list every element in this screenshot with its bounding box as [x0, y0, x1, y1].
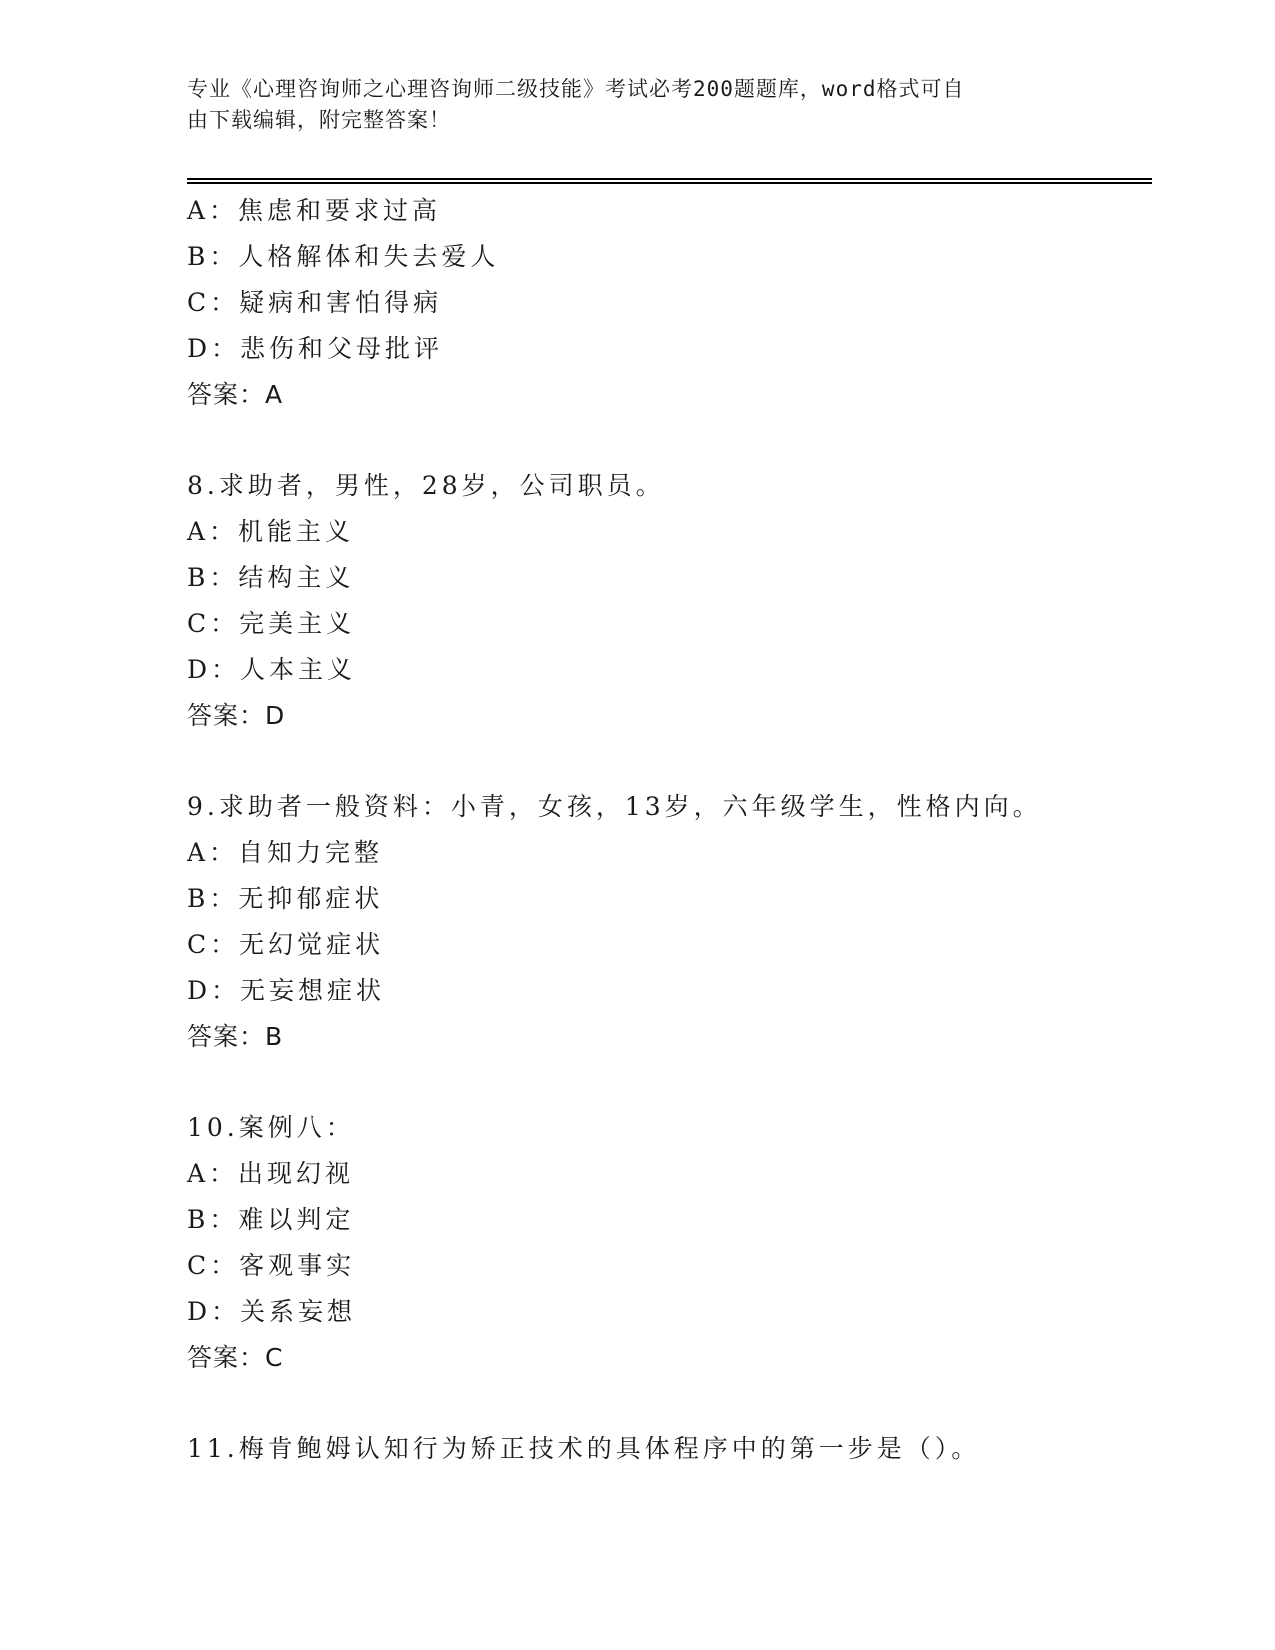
document-header: [187, 74, 1067, 136]
question-text: 8.求助者，男性，28岁，公司职员。: [187, 471, 665, 500]
answer-line: 答案：D: [187, 701, 286, 730]
option-d: D：悲伤和父母批评: [187, 334, 444, 363]
question-text: 10.案例八：: [187, 1113, 355, 1142]
header-line-2: 由下载编辑，附完整答案！: [187, 108, 451, 132]
question-block-9: [187, 784, 1152, 1060]
option-d: D：人本主义: [187, 655, 357, 684]
option-c: C：疑病和害怕得病: [187, 288, 443, 317]
header-divider: [187, 178, 1152, 184]
option-a: A：焦虑和要求过高: [187, 196, 442, 225]
option-c: C：客观事实: [187, 1251, 356, 1280]
answer-line: 答案：B: [187, 1022, 284, 1051]
option-d: D：关系妄想: [187, 1297, 357, 1326]
answer-line: 答案：C: [187, 1343, 284, 1372]
option-c: C：无幻觉症状: [187, 930, 385, 959]
option-b: B：无抑郁症状: [187, 884, 384, 913]
option-a: A：机能主义: [187, 517, 355, 546]
answer-line: 答案：A: [187, 380, 284, 409]
option-b: B：结构主义: [187, 563, 355, 592]
option-a: A：自知力完整: [187, 838, 384, 867]
block-spacer: [187, 418, 1152, 463]
option-b: B：难以判定: [187, 1205, 355, 1234]
question-text: 9.求助者一般资料：小青，女孩，13岁，六年级学生，性格内向。: [187, 792, 1042, 821]
header-line-1: 专业《心理咨询师之心理咨询师二级技能》考试必考200题题库，word格式可自: [187, 77, 965, 101]
option-b: B：人格解体和失去爱人: [187, 242, 500, 271]
question-block-8: [187, 463, 1152, 739]
option-c: C：完美主义: [187, 609, 356, 638]
question-text: 11.梅肯鲍姆认知行为矫正技术的具体程序中的第一步是（）。: [187, 1434, 981, 1463]
block-spacer: [187, 1060, 1152, 1105]
question-list: [187, 188, 1152, 1472]
option-a: A：出现幻视: [187, 1159, 355, 1188]
question-block-7: [187, 188, 1152, 418]
question-block-11: [187, 1426, 1152, 1472]
block-spacer: [187, 739, 1152, 784]
option-d: D：无妄想症状: [187, 976, 386, 1005]
question-block-10: [187, 1105, 1152, 1381]
block-spacer: [187, 1381, 1152, 1426]
